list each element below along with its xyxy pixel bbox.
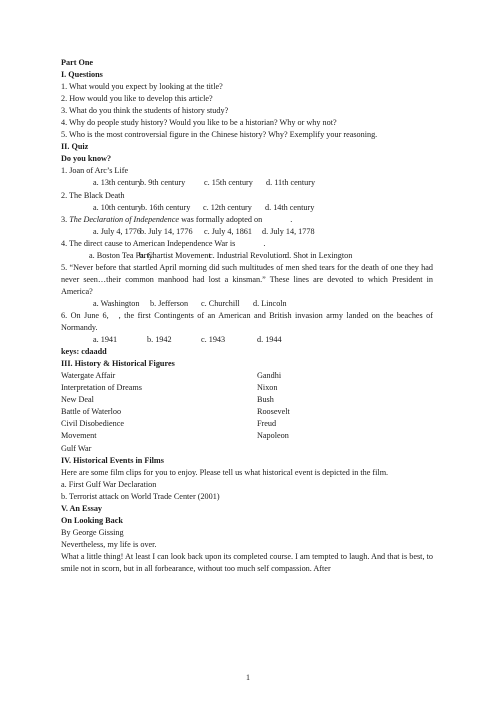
matching-row xyxy=(61,406,433,418)
option-d: d. July 14, 1778 xyxy=(262,226,315,236)
essay-heading: V. An Essay xyxy=(61,503,103,513)
event-label: Movement xyxy=(61,431,97,441)
matching-row xyxy=(61,443,433,455)
option-d: d. Shot in Lexington xyxy=(285,250,353,260)
figure-label: Nixon xyxy=(257,383,278,393)
page-number: 1 xyxy=(246,673,250,682)
option-c: c. Churchill xyxy=(201,298,240,308)
option-b: b. 1942 xyxy=(147,335,172,345)
event-label: Interpretation of Dreams xyxy=(61,383,142,393)
essay-paragraph-2: What a little thing! At least I can look back upon its completed course. I am tempted to laugh. And that is best, to smile not in scorn, but in all forbearance, without too much self compassion. After xyxy=(61,551,433,573)
history-figures-heading: III. History & Historical Figures xyxy=(61,359,175,369)
question-5: 5. Who is the most controversial figure in the Chinese history? Why? Exemplify your reasoning. xyxy=(61,130,378,140)
quiz-q4-options xyxy=(61,250,433,262)
option-a: a. 13th century xyxy=(93,178,142,188)
quiz-q5-stem: 5. “Never before that startled April morning did such multitudes of men shed tears for the death of one they had never seen…their common manhood had lost a kinsman.” These lines are devoted to which President in America? xyxy=(61,262,433,296)
event-label: Battle of Waterloo xyxy=(61,407,122,417)
figure-label: Bush xyxy=(257,395,274,405)
quiz-q3-options xyxy=(61,226,433,238)
quiz-q2-options xyxy=(61,202,433,214)
option-c: c. 1943 xyxy=(201,335,226,345)
part-title: Part One xyxy=(61,58,94,67)
event-label: New Deal xyxy=(61,395,94,405)
answer-keys: keys: cdaadd xyxy=(61,347,107,357)
option-b: b. Jefferson xyxy=(150,298,189,308)
films-heading: IV. Historical Events in Films xyxy=(61,455,164,465)
quiz-q4-stem xyxy=(61,238,433,250)
quiz-heading: II. Quiz xyxy=(61,142,89,152)
q3-stem-suffix: was formally adopted on xyxy=(179,214,263,224)
questions-heading: I. Questions xyxy=(61,70,103,80)
q3-stem-end: . xyxy=(290,214,293,224)
quiz-q1-options xyxy=(61,177,433,189)
option-a: a. 1941 xyxy=(93,335,118,345)
quiz-q6-options xyxy=(61,334,433,346)
matching-row xyxy=(61,382,433,394)
q3-stem-italic: The Declaration of Independence xyxy=(69,214,180,224)
option-c: c. July 4, 1861 xyxy=(204,226,252,236)
event-label: Watergate Affair xyxy=(61,371,116,381)
matching-row xyxy=(61,430,433,442)
quiz-q2-stem: 2. The Black Death xyxy=(61,190,125,200)
films-intro: Here are some film clips for you to enjoy. Please tell us what historical event is depicted in the film. xyxy=(61,467,389,477)
figure-label: Roosevelt xyxy=(257,407,290,417)
event-label: Civil Disobedience xyxy=(61,419,124,429)
figure-label: Freud xyxy=(257,419,277,429)
quiz-q1-stem: 1. Joan of Arc’s Life xyxy=(61,166,129,176)
question-1: 1. What would you expect by looking at the title? xyxy=(61,82,223,92)
essay-paragraph-1: Nevertheless, my life is over. xyxy=(61,539,157,549)
option-b: b. July 14, 1776 xyxy=(140,226,193,236)
option-a: a. Washington xyxy=(93,298,140,308)
option-a: a. 10th century xyxy=(93,202,142,212)
q6-stem-prefix: 6. On June 6, xyxy=(61,310,109,320)
matching-row xyxy=(61,418,433,430)
film-item-a: a. First Gulf War Declaration xyxy=(61,479,157,489)
option-d: d. 11th century xyxy=(266,178,316,188)
page-content xyxy=(61,57,433,575)
question-4: 4. Why do people study history? Would you like to be a historian? Why or why not? xyxy=(61,118,337,128)
quiz-q6-stem xyxy=(61,310,433,334)
option-c: c. 12th century xyxy=(203,202,252,212)
q4-stem-end: . xyxy=(263,238,266,248)
option-d: d. 14th century xyxy=(265,202,315,212)
option-b: b. 9th century xyxy=(140,178,186,188)
q3-stem-prefix: 3. xyxy=(61,214,70,224)
option-d: d. 1944 xyxy=(257,335,282,345)
question-2: 2. How would you like to develop this article? xyxy=(61,94,213,104)
essay-title: On Looking Back xyxy=(61,515,123,525)
quiz-q5-options xyxy=(61,298,433,310)
option-a: a. July 4, 1776 xyxy=(93,226,141,236)
figure-label: Gandhi xyxy=(257,371,282,381)
matching-row xyxy=(61,394,433,406)
option-d: d. Lincoln xyxy=(253,298,287,308)
option-a: a. Boston Tea Party xyxy=(89,250,153,260)
event-label: Gulf War xyxy=(61,443,92,453)
option-b: b. 16th century xyxy=(141,202,191,212)
figure-label: Napoleon xyxy=(257,431,289,441)
quiz-q3-stem xyxy=(61,214,433,226)
matching-list xyxy=(61,370,433,454)
essay-author: By George Gissing xyxy=(61,527,124,537)
option-b: b. Chartist Movement xyxy=(139,250,211,260)
matching-row xyxy=(61,370,433,382)
option-c: c. 15th century xyxy=(204,178,253,188)
question-3: 3. What do you think the students of history study? xyxy=(61,106,229,116)
option-c: c. Industrial Revolution xyxy=(209,250,287,260)
quiz-subheading: Do you know? xyxy=(61,154,112,164)
film-item-b: b. Terrorist attack on World Trade Center (2001) xyxy=(61,491,220,501)
q6-stem: , the first Contingents of an American and British invasion army landed on the beaches of Normandy. xyxy=(61,310,433,333)
q4-stem: 4. The direct cause to American Independence War is xyxy=(61,238,236,248)
